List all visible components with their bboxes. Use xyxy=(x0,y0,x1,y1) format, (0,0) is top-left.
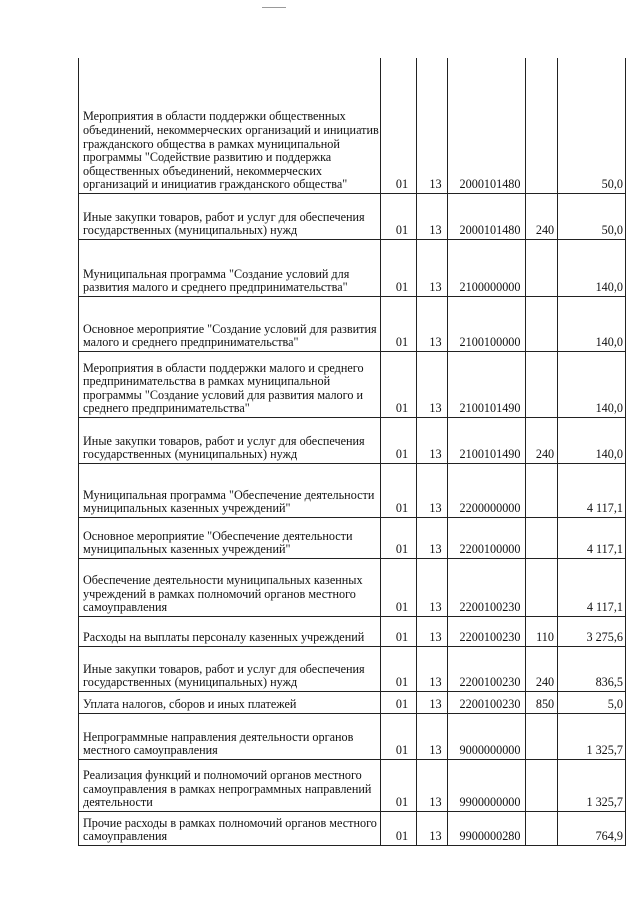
row-target-article: 2000101480 xyxy=(459,223,521,238)
row-target-article: 2100101490 xyxy=(459,401,521,416)
row-amount: 50,0 xyxy=(601,177,623,192)
row-amount: 3 275,6 xyxy=(586,630,623,645)
row-subsection-code: 13 xyxy=(429,401,442,416)
table-row xyxy=(79,692,626,714)
row-target-article: 2200100230 xyxy=(459,630,521,645)
row-target-article: 2200100000 xyxy=(459,542,521,557)
row-name: Уплата налогов, сборов и иных платежей xyxy=(83,697,297,712)
row-target-article: 9900000280 xyxy=(459,829,521,844)
row-amount: 140,0 xyxy=(595,401,623,416)
row-subsection-code: 13 xyxy=(429,542,442,557)
row-target-article: 2200000000 xyxy=(459,501,521,516)
row-section-code: 01 xyxy=(395,697,409,712)
row-section-code: 01 xyxy=(395,829,409,844)
row-target-article: 9000000000 xyxy=(459,743,521,758)
row-section-code: 01 xyxy=(395,630,409,645)
row-name: Иные закупки товаров, работ и услуг для обеспечения государственных (муниципальных) нужд xyxy=(83,209,365,238)
row-section-code: 01 xyxy=(395,223,409,238)
row-name: Обеспечение деятельности муниципальных казенных учреждений в рамках полномочий органов местного самоуправления xyxy=(83,573,363,615)
row-expense-type: 110 xyxy=(536,630,554,645)
row-name: Прочие расходы в рамках полномочий органов местного самоуправления xyxy=(83,815,377,844)
row-section-code: 01 xyxy=(395,401,409,416)
row-subsection-code: 13 xyxy=(429,829,442,844)
row-subsection-code: 13 xyxy=(429,630,442,645)
row-amount: 1 325,7 xyxy=(586,795,623,810)
row-name: Иные закупки товаров, работ и услуг для обеспечения государственных (муниципальных) нужд xyxy=(83,433,365,462)
row-name: Муниципальная программа "Обеспечение деятельности муниципальных казенных учреждений" xyxy=(83,487,375,516)
row-expense-type: 240 xyxy=(535,447,555,462)
row-expense-type: 240 xyxy=(535,675,555,690)
row-section-code: 01 xyxy=(395,743,409,758)
row-amount: 140,0 xyxy=(595,335,623,350)
row-name: Муниципальная программа "Создание условий для развития малого и среднего предпринимательства" xyxy=(83,266,350,295)
row-target-article: 9900000000 xyxy=(459,795,521,810)
row-name: Мероприятия в области поддержки малого и среднего предпринимательства в рамках муниципальной программы "Создание условий для развития малого и среднего предпринимательства" xyxy=(83,360,364,416)
row-amount: 50,0 xyxy=(601,223,623,238)
row-amount: 836,5 xyxy=(595,675,623,690)
table-row xyxy=(79,760,626,812)
row-target-article: 2100100000 xyxy=(459,335,521,350)
table-row xyxy=(79,418,626,464)
row-section-code: 01 xyxy=(395,600,409,615)
row-amount: 140,0 xyxy=(595,280,623,295)
budget-table xyxy=(78,58,626,846)
table-row xyxy=(79,240,626,297)
row-subsection-code: 13 xyxy=(429,223,442,238)
row-subsection-code: 13 xyxy=(429,501,442,516)
row-amount: 764,9 xyxy=(595,829,623,844)
row-name: Основное мероприятие "Создание условий для развития малого и среднего предпринимательства" xyxy=(83,321,377,350)
row-section-code: 01 xyxy=(395,795,409,810)
table-row xyxy=(79,518,626,559)
row-subsection-code: 13 xyxy=(429,697,442,712)
row-name: Непрограммные направления деятельности органов местного самоуправления xyxy=(83,729,354,758)
row-amount: 140,0 xyxy=(595,447,623,462)
row-section-code: 01 xyxy=(395,335,409,350)
row-name: Реализация функций и полномочий органов местного самоуправления в рамках непрограммных направлений деятельности xyxy=(83,768,372,810)
row-target-article: 2100101490 xyxy=(459,447,521,462)
table-row xyxy=(79,464,626,518)
row-name: Мероприятия в области поддержки общественных объединений, некоммерческих организаций и инициатив гражданского общества в рамках муниципальной программы "Содействие развитию и поддержка общественных объединений, некоммерческих организаций и инициатив гражданского общества" xyxy=(83,109,379,192)
row-section-code: 01 xyxy=(395,280,409,295)
row-amount: 4 117,1 xyxy=(586,542,623,557)
table-row xyxy=(79,812,626,846)
row-subsection-code: 13 xyxy=(429,675,442,690)
table-row xyxy=(79,352,626,418)
row-target-article: 2000101480 xyxy=(459,177,521,192)
row-section-code: 01 xyxy=(395,501,409,516)
row-section-code: 01 xyxy=(395,675,409,690)
row-amount: 5,0 xyxy=(607,697,623,712)
row-target-article: 2200100230 xyxy=(459,600,521,615)
table-row xyxy=(79,194,626,240)
row-subsection-code: 13 xyxy=(429,335,442,350)
row-expense-type: 850 xyxy=(535,697,555,712)
row-subsection-code: 13 xyxy=(429,743,442,758)
table-row xyxy=(79,559,626,617)
table-row xyxy=(79,58,626,194)
table-row xyxy=(79,647,626,692)
row-section-code: 01 xyxy=(395,542,409,557)
row-subsection-code: 13 xyxy=(429,447,442,462)
row-name: Иные закупки товаров, работ и услуг для обеспечения государственных (муниципальных) нужд xyxy=(83,661,365,690)
row-target-article: 2200100230 xyxy=(459,697,521,712)
row-amount: 1 325,7 xyxy=(586,743,623,758)
row-subsection-code: 13 xyxy=(429,795,442,810)
table-row xyxy=(79,297,626,352)
row-target-article: 2200100230 xyxy=(459,675,521,690)
table-row xyxy=(79,617,626,647)
table-row xyxy=(79,714,626,760)
row-subsection-code: 13 xyxy=(429,177,442,192)
row-amount: 4 117,1 xyxy=(586,501,623,516)
scan-artifact-mark xyxy=(262,7,286,8)
row-section-code: 01 xyxy=(395,177,409,192)
row-name: Основное мероприятие "Обеспечение деятельности муниципальных казенных учреждений" xyxy=(83,528,353,557)
row-subsection-code: 13 xyxy=(429,600,442,615)
row-expense-type: 240 xyxy=(535,223,555,238)
row-subsection-code: 13 xyxy=(429,280,442,295)
row-amount: 4 117,1 xyxy=(586,600,623,615)
row-target-article: 2100000000 xyxy=(459,280,521,295)
row-name: Расходы на выплаты персоналу казенных учреждений xyxy=(83,630,365,645)
row-section-code: 01 xyxy=(395,447,409,462)
